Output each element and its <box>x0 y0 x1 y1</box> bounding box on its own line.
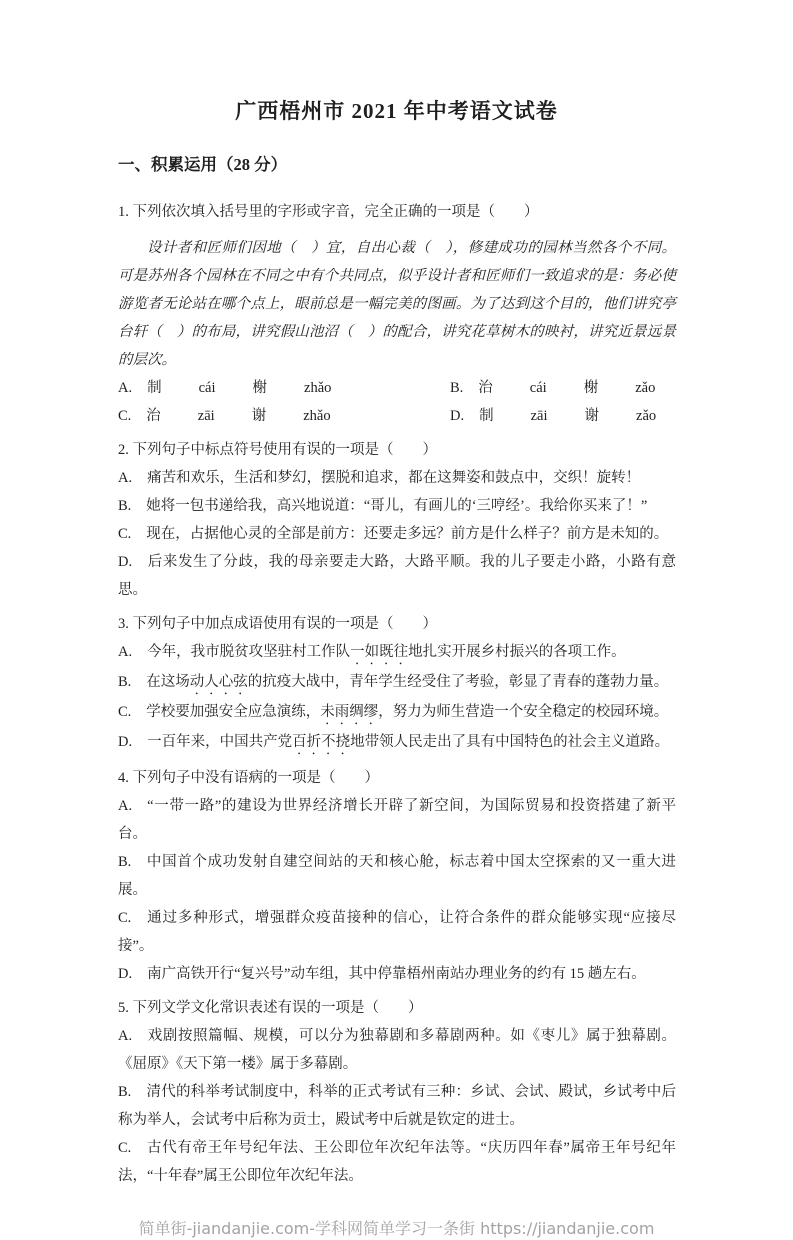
option-pinyin: zhǎo <box>303 408 331 424</box>
option-text: 后来发生了分歧，我的母亲要走大路，大路平顺。我的儿子要走小路，小路有意思。 <box>118 554 676 598</box>
q4-option-d <box>118 960 676 988</box>
emphasized-idiom: 未雨绸缪 <box>320 704 379 720</box>
option-label: B. <box>118 498 132 514</box>
option-label: A. <box>118 1028 133 1044</box>
option-char: 榭 <box>252 380 268 396</box>
option-char: 榭 <box>583 380 599 396</box>
page-title: 广西梧州市 2021 年中考语文试卷 <box>235 99 558 123</box>
option-text: 她将一包书递给我，高兴地说道：“哥儿，有画儿的‘三哼经’。我给你买来了！” <box>146 498 648 514</box>
watermark-footer: 简单街-jiandanjie.com-学科网简单学习一条街 https://jiandanjie.com <box>138 1219 655 1238</box>
q1-options-row-1 <box>118 374 676 402</box>
option-char: 谢 <box>584 408 600 424</box>
option-label: A. <box>118 644 133 660</box>
option-label: D. <box>118 734 133 750</box>
option-label: D. <box>118 966 133 982</box>
q3-option-c <box>118 698 676 728</box>
option-text: 地带领人民走出了具有中国特色的社会主义道路。 <box>350 734 670 750</box>
option-label: C. <box>118 910 132 926</box>
exam-paper-page <box>0 96 793 1238</box>
section-1-heading: 一、积累运用（28 分） <box>118 155 288 174</box>
q4-stem: 4. 下列句子中没有语病的一项是（ ） <box>118 770 379 786</box>
option-char: 谢 <box>251 408 267 424</box>
option-text: 的抗疫大战中，青年学生经受住了考验，彰显了青春的蓬勃力量。 <box>247 674 669 690</box>
option-text: “一带一路”的建设为世界经济增长开辟了新空间，为国际贸易和投资搭建了新平台。 <box>118 798 676 842</box>
option-label: B. <box>118 1084 132 1100</box>
option-text: 在这场 <box>146 674 190 690</box>
option-pinyin: zǎo <box>635 380 656 396</box>
option-text: 地扎实开展乡村振兴的各项工作。 <box>408 644 626 660</box>
option-label: D. <box>450 408 465 424</box>
option-text: 学校要加强安全应急演练， <box>146 704 321 720</box>
q2-option-a <box>118 464 676 492</box>
option-char: 治 <box>478 380 493 396</box>
option-label: B. <box>450 380 464 396</box>
q1-stem: 1. 下列依次填入括号里的字形或字音，完全正确的一项是（ ） <box>118 204 539 220</box>
exam-content <box>118 150 676 1190</box>
emphasized-idiom: 动人心弦 <box>189 674 248 690</box>
q3-option-a <box>118 638 676 668</box>
q1-passage: 设计者和匠师们因地（ ）宜，自出心裁（ ），修建成功的园林当然各个不同。可是苏州各个园林在不同之中有个共同点，似乎设计者和匠师们一致追求的是：务必使游览者无论站在哪个点上，眼前总是一幅完美的图画。为了达到这个目的，他们讲究亭台轩（ ）的布局，讲究假山池沼（ ）的配合，讲究花草树木的映衬，讲究近景远景的层次。 <box>118 240 676 368</box>
option-text: 今年，我市脱贫攻坚驻村工作队 <box>147 644 351 660</box>
option-label: C. <box>118 704 132 720</box>
q1-options-row-2 <box>118 402 676 430</box>
q1-option-c <box>118 402 450 430</box>
option-text: 通过多种形式，增强群众疫苗接种的信心，让符合条件的群众能够实现“应接尽接”。 <box>118 910 676 954</box>
option-label: A. <box>118 470 133 486</box>
q5-option-a <box>118 1022 676 1078</box>
q2-stem: 2. 下列句子中标点符号使用有误的一项是（ ） <box>118 442 437 458</box>
option-pinyin: zǎo <box>636 408 657 424</box>
option-label: C. <box>118 408 132 424</box>
q4-option-a <box>118 792 676 848</box>
q1-option-a <box>118 374 450 402</box>
q2-option-d <box>118 548 676 604</box>
q5-option-c <box>118 1134 676 1190</box>
option-char: 治 <box>146 408 161 424</box>
emphasized-idiom: 百折不挠 <box>292 734 351 750</box>
option-label: B. <box>118 854 132 870</box>
q3-option-b <box>118 668 676 698</box>
option-pinyin: cái <box>529 380 547 396</box>
q1-option-d <box>450 402 656 430</box>
option-char: 制 <box>479 408 494 424</box>
q2-option-b <box>118 492 676 520</box>
q3-stem: 3. 下列句子中加点成语使用有误的一项是（ ） <box>118 616 437 632</box>
q3-option-d <box>118 728 676 758</box>
q5-option-b <box>118 1078 676 1134</box>
option-text: 古代有帝王年号纪年法、王公即位年次纪年法等。“庆历四年春”属帝王年号纪年法，“十年春”属王公即位年次纪年法。 <box>118 1140 676 1184</box>
option-text: ，努力为师生营造一个安全稳定的校园环境。 <box>378 704 669 720</box>
option-label: D. <box>118 554 133 570</box>
emphasized-idiom: 一如既往 <box>350 644 409 660</box>
option-text: 现在，占据他心灵的全部是前方：还要走多远？前方是什么样子？前方是未知的。 <box>146 526 669 542</box>
q1-options <box>118 374 676 430</box>
option-label: B. <box>118 674 132 690</box>
q5-stem: 5. 下列文学文化常识表述有误的一项是（ ） <box>118 1000 423 1016</box>
q1-option-b <box>450 374 655 402</box>
option-pinyin: zāi <box>197 408 215 424</box>
option-text: 一百年来，中国共产党 <box>147 734 293 750</box>
q4-option-c <box>118 904 676 960</box>
option-text: 南广高铁开行“复兴号”动车组，其中停靠梧州南站办理业务的约有 15 趟左右。 <box>147 966 646 982</box>
option-char: 制 <box>147 380 162 396</box>
option-text: 痛苦和欢乐，生活和梦幻，摆脱和追求，都在这舞姿和鼓点中，交织！旋转！ <box>147 470 641 486</box>
q4-option-b <box>118 848 676 904</box>
option-pinyin: cái <box>198 380 216 396</box>
option-label: A. <box>118 380 133 396</box>
option-pinyin: zhǎo <box>304 380 332 396</box>
option-pinyin: zāi <box>530 408 548 424</box>
option-text: 戏剧按照篇幅、规模，可以分为独幕剧和多幕剧两种。如《枣儿》属于独幕剧。《屈原》《天下第一楼》属于多幕剧。 <box>118 1028 676 1072</box>
option-label: A. <box>118 798 133 814</box>
option-text: 中国首个成功发射自建空间站的天和核心舱，标志着中国太空探索的又一重大进展。 <box>118 854 676 898</box>
q2-option-c <box>118 520 676 548</box>
option-label: C. <box>118 526 132 542</box>
option-text: 清代的科举考试制度中，科举的正式考试有三种：乡试、会试、殿试，乡试考中后称为举人，会试考中后称为贡士，殿试考中后就是钦定的进士。 <box>118 1084 676 1128</box>
option-label: C. <box>118 1140 132 1156</box>
